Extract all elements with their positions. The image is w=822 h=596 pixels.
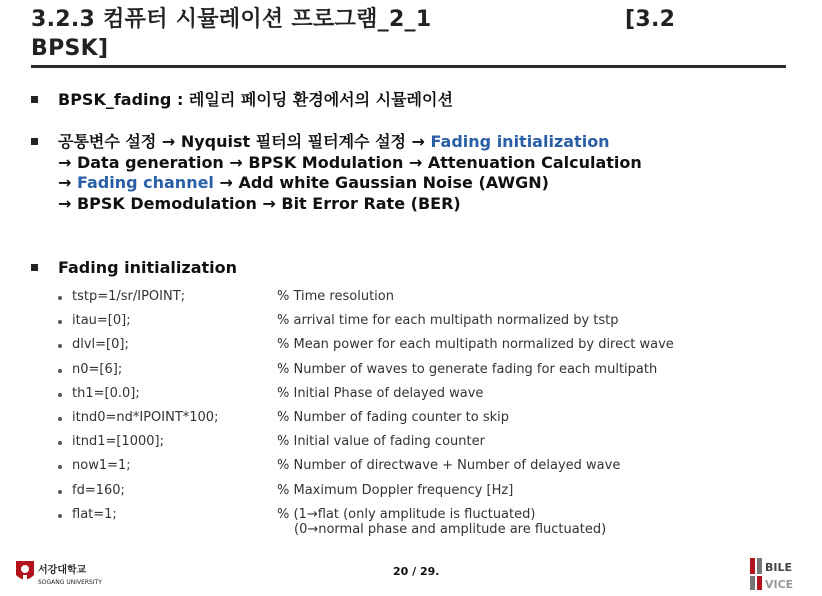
- title-main: 3.2.3 컴퓨터 시뮬레이션 프로그램_2_1: [31, 7, 432, 32]
- code-comment: % Number of directwave + Number of delayed wave: [277, 458, 621, 473]
- code-text: fd=160;: [72, 483, 125, 498]
- svg-text:BILE: BILE: [765, 561, 793, 574]
- code-comment: % Initial Phase of delayed wave: [277, 386, 484, 401]
- page-title: [31, 5, 791, 63]
- code-comment: % Mean power for each multipath normalized by direct wave: [277, 337, 674, 352]
- bullet-dot-icon: [58, 320, 62, 324]
- bullet-dot-icon: [58, 514, 62, 518]
- code-text: dlvl=[0];: [72, 337, 129, 352]
- bullet-dot-icon: [58, 296, 62, 300]
- code-text: tstp=1/sr/IPOINT;: [72, 289, 186, 304]
- bullet-square-icon: [31, 96, 38, 103]
- code-comment-continued: (0→normal phase and amplitude are fluctuated): [294, 522, 607, 537]
- bullet-dot-icon: [58, 344, 62, 348]
- code-text: n0=[6];: [72, 362, 123, 377]
- university-seal-icon: [14, 557, 104, 589]
- bullet-dot-icon: [58, 490, 62, 494]
- code-text: itnd0=nd*IPOINT*100;: [72, 410, 219, 425]
- page-number: 20 / 29.: [393, 565, 440, 578]
- code-text: flat=1;: [72, 507, 117, 522]
- flow-line: → Data generation → BPSK Modulation → Attenuation Calculation: [58, 152, 642, 172]
- bullet-dot-icon: [58, 441, 62, 445]
- code-text: now1=1;: [72, 458, 131, 473]
- mobile-device-logo: [748, 556, 800, 592]
- flow-line: → BPSK Demodulation → Bit Error Rate (BER): [58, 193, 461, 213]
- bullet-dot-icon: [58, 465, 62, 469]
- bullet-dot-icon: [58, 417, 62, 421]
- code-comment: % Time resolution: [277, 289, 394, 304]
- code-comment: % Number of fading counter to skip: [277, 410, 510, 425]
- flow-line: 공통변수 설정 → Nyquist 필터의 필터계수 설정 → Fading initialization: [58, 132, 610, 151]
- svg-text:VICE: VICE: [765, 578, 794, 591]
- bullet-dot-icon: [58, 369, 62, 373]
- title-section-number: [3.2: [625, 7, 676, 32]
- code-comment: % Maximum Doppler frequency [Hz]: [277, 483, 514, 498]
- bullet-square-icon: [31, 264, 38, 271]
- code-text: itnd1=[1000];: [72, 434, 164, 449]
- flow-line: → Fading channel → Add white Gaussian Noise (AWGN): [58, 173, 549, 192]
- process-flow-text: [58, 132, 642, 214]
- svg-text:SOGANG UNIVERSITY: SOGANG UNIVERSITY: [38, 579, 102, 586]
- code-comment: % (1→flat (only amplitude is fluctuated) (0→normal phase and amplitude are fluctuated): [277, 507, 607, 537]
- bullet-dot-icon: [58, 393, 62, 397]
- title-divider: [31, 65, 786, 68]
- code-comment: % Initial value of fading counter: [277, 434, 485, 449]
- code-text: th1=[0.0];: [72, 386, 140, 401]
- sogang-university-logo: [14, 557, 104, 589]
- bullet-text: BPSK_fading : 레일리 페이딩 환경에서의 시뮬레이션: [58, 90, 453, 109]
- svg-text:서강대학교: 서강대학교: [38, 565, 87, 576]
- mobile-device-logo-icon: [748, 556, 800, 592]
- bullet-text: Fading initialization: [58, 258, 238, 277]
- code-text: itau=[0];: [72, 313, 131, 328]
- bullet-square-icon: [31, 138, 38, 145]
- title-line2: BPSK]: [31, 36, 109, 61]
- code-comment: % arrival time for each multipath normalized by tstp: [277, 313, 619, 328]
- code-comment: % Number of waves to generate fading for each multipath: [277, 362, 658, 377]
